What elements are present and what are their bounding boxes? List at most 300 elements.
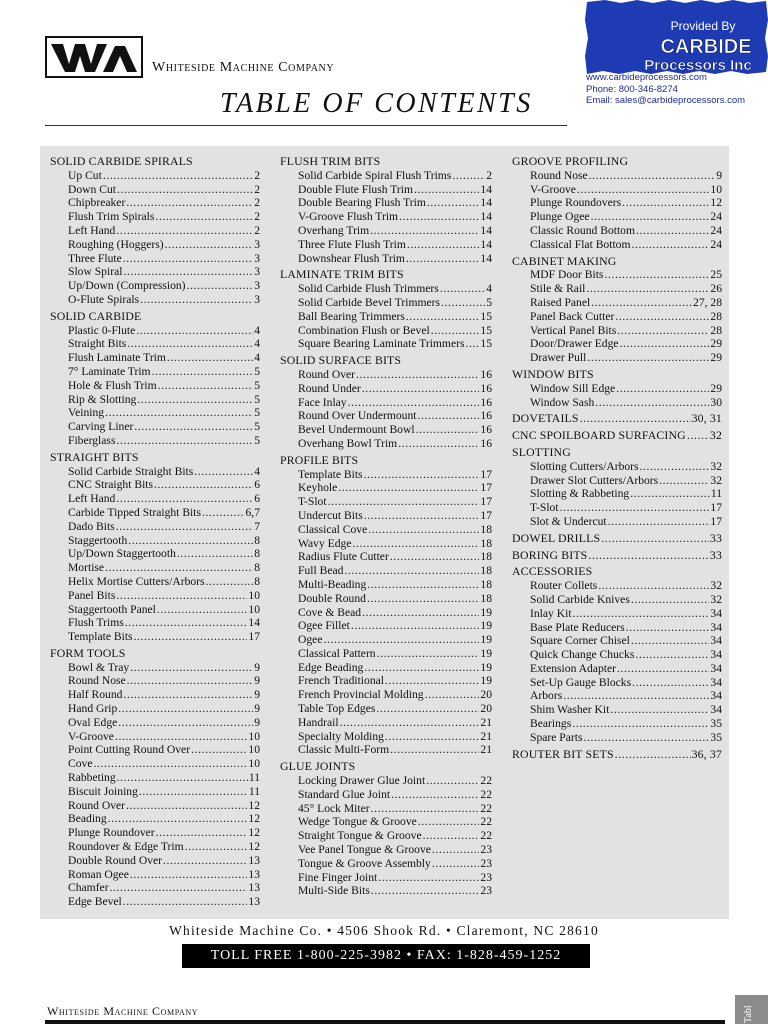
entry-page-number: 13 [248, 881, 260, 895]
toc-entry[interactable] [512, 648, 722, 662]
toc-entry[interactable] [280, 633, 492, 647]
entry-label: Multi-Beading [298, 577, 367, 591]
toc-entry[interactable] [280, 468, 492, 482]
toc-entry[interactable] [280, 296, 492, 310]
dot-leader [154, 210, 253, 224]
toc-entry[interactable] [50, 661, 260, 675]
entry-label: Radius Flute Cutter [298, 550, 389, 564]
toc-entry[interactable] [50, 688, 260, 702]
dot-leader [104, 561, 253, 575]
toc-entry[interactable] [50, 630, 260, 644]
toc-entry[interactable] [512, 210, 722, 224]
section-page-number: 36, 37 [691, 746, 722, 761]
dot-leader [376, 647, 480, 661]
entry-page-number: 14 [480, 251, 492, 265]
dot-leader [398, 210, 479, 224]
badge-phone: Phone: 800-346-8274 [586, 83, 678, 95]
dot-leader [322, 633, 479, 647]
toc-entry[interactable] [50, 293, 260, 307]
dot-leader [201, 506, 244, 520]
entry-page-number: 19 [480, 619, 492, 633]
dot-leader [327, 495, 480, 509]
toc-entry[interactable] [512, 676, 722, 690]
entry-label: Combination Flush or Bevel [298, 323, 430, 337]
dot-leader [614, 748, 691, 762]
dot-leader [124, 616, 248, 630]
badge-email[interactable]: Email: sales@carbideprocessors.com [586, 95, 746, 106]
entry-page-number: 5 [254, 406, 260, 420]
toc-entry[interactable] [280, 409, 492, 423]
entry-page-number: 22 [480, 815, 492, 829]
toc-entry[interactable] [280, 564, 492, 578]
toc-section-entry[interactable] [512, 412, 722, 426]
entry-page-number: 9 [254, 688, 260, 702]
toc-entry[interactable] [50, 561, 260, 575]
dot-leader [166, 351, 253, 365]
toc-entry[interactable] [50, 478, 260, 492]
entry-page-number: 29 [710, 381, 722, 395]
toc-entry[interactable] [50, 238, 260, 252]
toc-entry[interactable] [512, 474, 722, 488]
toc-entry[interactable] [50, 534, 260, 548]
entry-label: Multi-Side Bits [298, 884, 370, 898]
footer-address: Whiteside Machine Co. • 4506 Shook Rd. • Claremont, NC 28610 [169, 923, 599, 938]
entry-label: Dado Bits [68, 519, 115, 533]
entry-label: Base Plate Reducers [530, 620, 625, 634]
toc-entry[interactable] [50, 506, 260, 520]
toc-entry[interactable] [280, 619, 492, 633]
toc-entry[interactable] [512, 268, 722, 282]
entry-page-number: 14 [480, 223, 492, 237]
toc-entry[interactable] [280, 481, 492, 495]
toc-entry[interactable] [50, 210, 260, 224]
entry-page-number: 9 [254, 702, 260, 716]
dot-leader [609, 703, 709, 717]
dot-leader [102, 169, 253, 183]
entry-label: Left Hand [68, 223, 116, 237]
toc-entry[interactable] [50, 895, 260, 909]
toc-entry[interactable] [50, 881, 260, 895]
toc-entry[interactable] [280, 423, 492, 437]
toc-entry[interactable] [280, 592, 492, 606]
toc-entry[interactable] [280, 196, 492, 210]
section-title: SLOTTING [512, 444, 571, 459]
toc-entry[interactable] [50, 826, 260, 840]
entry-label: V-Groove [530, 182, 576, 196]
entry-page-number: 9 [254, 660, 260, 674]
entry-label: Roman Ogee [68, 867, 129, 881]
toc-entry[interactable] [50, 351, 260, 365]
entry-page-number: 15 [480, 323, 492, 337]
entry-label: Ogee Fillet [298, 619, 350, 633]
toc-entry[interactable] [512, 703, 722, 717]
entry-label: Chamfer [68, 881, 109, 895]
entry-page-number: 34 [710, 634, 722, 648]
toc-entry[interactable] [280, 674, 492, 688]
toc-entry[interactable] [280, 396, 492, 410]
dot-leader [363, 661, 479, 675]
toc-entry[interactable] [50, 730, 260, 744]
toc-entry[interactable] [280, 169, 492, 183]
toc-entry[interactable] [280, 437, 492, 451]
entry-page-number: 14 [480, 196, 492, 210]
entry-page-number: 8 [254, 561, 260, 575]
toc-entry[interactable] [280, 815, 492, 829]
entry-label: Helix Mortise Cutters/Arbors [68, 574, 205, 588]
toc-entry[interactable] [280, 537, 492, 551]
entry-label: Rip & Slotting [68, 392, 137, 406]
toc-entry[interactable] [512, 296, 722, 310]
toc-entry[interactable] [512, 593, 722, 607]
entry-page-number: 34 [710, 703, 722, 717]
toc-entry[interactable] [280, 210, 492, 224]
dot-leader [440, 296, 485, 310]
toc-entry[interactable] [280, 857, 492, 871]
toc-entry[interactable] [512, 183, 722, 197]
entry-label: Undercut Bits [298, 508, 363, 522]
section-page-number: 33 [709, 547, 722, 562]
entry-label: Plunge Roundover [68, 826, 155, 840]
toc-entry[interactable] [280, 578, 492, 592]
dot-leader [109, 881, 248, 895]
toc-entry[interactable] [280, 647, 492, 661]
entry-page-number: 29 [710, 337, 722, 351]
entry-label: Overhang Bowl Trim [298, 436, 398, 450]
entry-page-number: 17 [710, 501, 722, 515]
toc-entry[interactable] [50, 465, 260, 479]
dot-leader [126, 674, 254, 688]
toc-entry[interactable] [280, 730, 492, 744]
entry-label: Classical Cove [298, 522, 368, 536]
entry-label: Staggertooth Panel [68, 602, 156, 616]
toc-entry[interactable] [512, 310, 722, 324]
entry-label: Veining [68, 406, 105, 420]
entry-page-number: 14 [480, 182, 492, 196]
entry-page-number: 13 [248, 895, 260, 909]
toc-entry[interactable] [512, 717, 722, 731]
wma-logo-mark [47, 38, 141, 76]
entry-label: CNC Straight Bits [68, 478, 154, 492]
toc-entry[interactable] [280, 774, 492, 788]
section-title: STRAIGHT BITS [50, 449, 139, 464]
entry-page-number: 10 [248, 743, 260, 757]
toc-entry[interactable] [50, 169, 260, 183]
entry-page-number: 21 [480, 715, 492, 729]
entry-page-number: 34 [710, 606, 722, 620]
entry-label: Vee Panel Tongue & Groove [298, 843, 431, 857]
toc-entry[interactable] [280, 509, 492, 523]
toc-entry[interactable] [50, 589, 260, 603]
toc-entry[interactable] [280, 606, 492, 620]
entry-label: Edge Beading [298, 660, 364, 674]
entry-label: Tongue & Groove Assembly [298, 856, 431, 870]
entry-label: Cove [68, 757, 93, 771]
toc-entry[interactable] [512, 501, 722, 515]
dot-leader [114, 730, 247, 744]
toc-entry[interactable] [280, 661, 492, 675]
dot-leader [370, 884, 480, 898]
entry-page-number: 9 [254, 674, 260, 688]
toc-section-entry[interactable] [512, 549, 722, 563]
entry-label: Raised Panel [530, 295, 591, 309]
entry-label: 7° Laminate Trim [68, 364, 151, 378]
toc-entry[interactable] [50, 224, 260, 238]
toc-entry[interactable] [50, 337, 260, 351]
entry-page-number: 18 [480, 577, 492, 591]
dot-leader [629, 487, 710, 501]
badge-website[interactable]: www.carbideprocessors.com [586, 72, 707, 83]
toc-entry[interactable] [50, 324, 260, 338]
toc-entry[interactable] [280, 829, 492, 843]
toc-entry[interactable] [280, 337, 492, 351]
toc-entry[interactable] [50, 785, 260, 799]
entry-page-number: 17 [248, 630, 260, 644]
toc-entry[interactable] [512, 662, 722, 676]
entry-page-number: 5 [254, 392, 260, 406]
toc-entry[interactable] [512, 515, 722, 529]
dot-leader [107, 812, 248, 826]
entry-page-number: 5 [254, 378, 260, 392]
toc-entry[interactable] [280, 523, 492, 537]
entry-label: Full Bead [298, 564, 344, 578]
entry-page-number: 28 [710, 323, 722, 337]
entry-page-number: 35 [710, 717, 722, 731]
toc-entry[interactable] [280, 843, 492, 857]
entry-label: French Provincial Molding [298, 688, 424, 702]
toc-entry[interactable] [50, 183, 260, 197]
toc-entry[interactable] [50, 757, 260, 771]
toc-entry[interactable] [512, 621, 722, 635]
dot-leader [686, 429, 709, 443]
toc-entry[interactable] [50, 279, 260, 293]
entry-label: Oval Edge [68, 715, 118, 729]
toc-entry[interactable] [50, 492, 260, 506]
entry-label: Straight Tongue & Groove [298, 829, 422, 843]
toc-entry[interactable] [512, 487, 722, 501]
dot-leader [153, 478, 253, 492]
dot-leader [635, 224, 709, 238]
toc-entry[interactable] [50, 520, 260, 534]
entry-label: Hand Grip [68, 702, 118, 716]
entry-label: Carbide Tipped Straight Bits [68, 505, 202, 519]
entry-page-number: 35 [710, 730, 722, 744]
toc-column-2 [280, 155, 492, 898]
entry-label: Bevel Undermount Bowl [298, 423, 415, 437]
entry-page-number: 2 [254, 196, 260, 210]
toc-entry[interactable] [280, 871, 492, 885]
dot-leader [351, 537, 479, 551]
toc-entry[interactable] [50, 603, 260, 617]
entry-page-number: 10 [248, 757, 260, 771]
whiteside-logo [45, 36, 143, 78]
entry-label: Double Bearing Flush Trim [298, 196, 426, 210]
toc-entry[interactable] [512, 337, 722, 351]
toc-entry[interactable] [50, 616, 260, 630]
dot-leader [384, 730, 479, 744]
entry-page-number: 18 [480, 550, 492, 564]
section-title: CABINET MAKING [512, 253, 617, 268]
toc-entry[interactable] [512, 460, 722, 474]
dot-leader [406, 238, 480, 252]
entry-page-number: 21 [480, 729, 492, 743]
dot-leader [366, 592, 479, 606]
entry-page-number: 14 [248, 616, 260, 630]
toc-entry[interactable] [512, 634, 722, 648]
toc-entry[interactable] [280, 324, 492, 338]
toc-entry[interactable] [50, 365, 260, 379]
entry-page-number: 19 [480, 633, 492, 647]
dot-leader [587, 549, 709, 563]
toc-entry[interactable] [512, 689, 722, 703]
dot-leader [590, 210, 710, 224]
side-tab[interactable] [735, 995, 768, 1024]
dot-leader [425, 774, 479, 788]
dot-leader [390, 788, 479, 802]
toc-entry[interactable] [280, 716, 492, 730]
toc-section-entry[interactable] [512, 532, 722, 546]
toc-entry[interactable] [512, 382, 722, 396]
toc-entry[interactable] [50, 812, 260, 826]
dot-leader [129, 661, 253, 675]
entry-label: Window Sash [530, 395, 595, 409]
entry-page-number: 4 [486, 282, 492, 296]
toc-section-entry[interactable] [512, 429, 722, 443]
toc-entry[interactable] [50, 771, 260, 785]
section-title: SOLID CARBIDE SPIRALS [50, 154, 193, 168]
toc-entry[interactable] [50, 420, 260, 434]
toc-entry[interactable] [50, 393, 260, 407]
entry-label: Fiberglass [68, 433, 116, 447]
entry-page-number: 5 [254, 433, 260, 447]
entry-label: Downshear Flush Trim [298, 251, 405, 265]
toc-entry[interactable] [512, 324, 722, 338]
toc-entry[interactable] [50, 674, 260, 688]
toc-entry[interactable] [512, 282, 722, 296]
entry-label: Mortise [68, 561, 105, 575]
toc-entry[interactable] [50, 406, 260, 420]
toc-entry[interactable] [512, 169, 722, 183]
dot-leader [559, 501, 710, 515]
dot-leader [133, 630, 248, 644]
toc-entry[interactable] [280, 368, 492, 382]
dot-leader [375, 702, 479, 716]
toc-entry[interactable] [512, 351, 722, 365]
toc-entry[interactable] [50, 547, 260, 561]
toc-entry[interactable] [50, 252, 260, 266]
entry-label: Hole & Flush Trim [68, 378, 157, 392]
toc-entry[interactable] [280, 550, 492, 564]
toc-entry[interactable] [280, 238, 492, 252]
dot-leader [597, 579, 709, 593]
entry-label: Overhang Trim [298, 223, 370, 237]
entry-label: Solid Carbide Knives [530, 592, 630, 606]
entry-page-number: 17 [480, 508, 492, 522]
toc-entry[interactable] [512, 196, 722, 210]
toc-entry[interactable] [280, 802, 492, 816]
toc-entry[interactable] [280, 183, 492, 197]
toc-entry[interactable] [50, 716, 260, 730]
toc-entry[interactable] [280, 252, 492, 266]
entry-page-number: 5 [254, 420, 260, 434]
entry-page-number: 10 [710, 182, 722, 196]
toc-entry[interactable] [50, 575, 260, 589]
entry-page-number: 4 [254, 464, 260, 478]
toc-entry[interactable] [512, 579, 722, 593]
toc-column-1 [50, 155, 260, 909]
toc-entry[interactable] [280, 382, 492, 396]
entry-page-number: 9 [716, 168, 722, 182]
toc-section-entry[interactable] [512, 748, 722, 762]
toc-entry[interactable] [280, 743, 492, 757]
entry-label: Bearings [530, 717, 572, 731]
toc-entry[interactable] [280, 310, 492, 324]
toc-entry[interactable] [50, 379, 260, 393]
entry-label: Specialty Molding [298, 729, 384, 743]
entry-label: Plastic 0-Flute [68, 323, 136, 337]
toc-entry[interactable] [512, 731, 722, 745]
entry-label: Slotting & Rabbeting [530, 487, 630, 501]
toc-entry[interactable] [50, 743, 260, 757]
entry-page-number: 16 [480, 436, 492, 450]
entry-page-number: 2 [254, 210, 260, 224]
entry-label: Flush Trims [68, 616, 124, 630]
entry-page-number: 23 [480, 884, 492, 898]
toc-entry[interactable] [280, 884, 492, 898]
toc-entry[interactable] [280, 224, 492, 238]
dot-leader [630, 593, 710, 607]
toc-entry[interactable] [50, 854, 260, 868]
toc-entry[interactable] [512, 607, 722, 621]
entry-label: Classic Round Bottom [530, 223, 635, 237]
dot-leader [630, 238, 709, 252]
toc-entry[interactable] [512, 238, 722, 252]
toc-entry[interactable] [50, 702, 260, 716]
toc-entry[interactable] [280, 702, 492, 716]
toc-entry[interactable] [280, 788, 492, 802]
entry-label: Fine Finger Joint [298, 870, 378, 884]
toc-entry[interactable] [512, 396, 722, 410]
dot-leader [363, 468, 480, 482]
toc-entry[interactable] [50, 196, 260, 210]
entry-label: Three Flute [68, 251, 122, 265]
section-title: ACCESSORIES [512, 564, 593, 579]
dot-leader [155, 826, 248, 840]
entry-label: Up/Down (Compression) [68, 279, 186, 293]
toc-entry[interactable] [50, 434, 260, 448]
dot-leader [588, 169, 716, 183]
dot-leader [361, 382, 480, 396]
entry-page-number: 2 [254, 168, 260, 182]
toc-entry[interactable] [280, 282, 492, 296]
toc-entry[interactable] [50, 868, 260, 882]
entry-label: Locking Drawer Glue Joint [298, 774, 426, 788]
entry-label: Ogee [298, 633, 323, 647]
dot-leader [122, 265, 253, 279]
toc-entry[interactable] [50, 840, 260, 854]
entry-page-number: 9 [254, 715, 260, 729]
toc-entry[interactable] [50, 799, 260, 813]
toc-entry[interactable] [512, 224, 722, 238]
entry-page-number: 10 [248, 588, 260, 602]
dot-leader [576, 183, 709, 197]
entry-page-number: 27, 28 [693, 295, 722, 309]
entry-page-number: 10 [248, 602, 260, 616]
toc-entry[interactable] [50, 265, 260, 279]
entry-label: Left Hand [68, 492, 116, 506]
toc-entry[interactable] [280, 688, 492, 702]
toc-entry[interactable] [280, 495, 492, 509]
entry-label: Flush Trim Spirals [68, 210, 155, 224]
